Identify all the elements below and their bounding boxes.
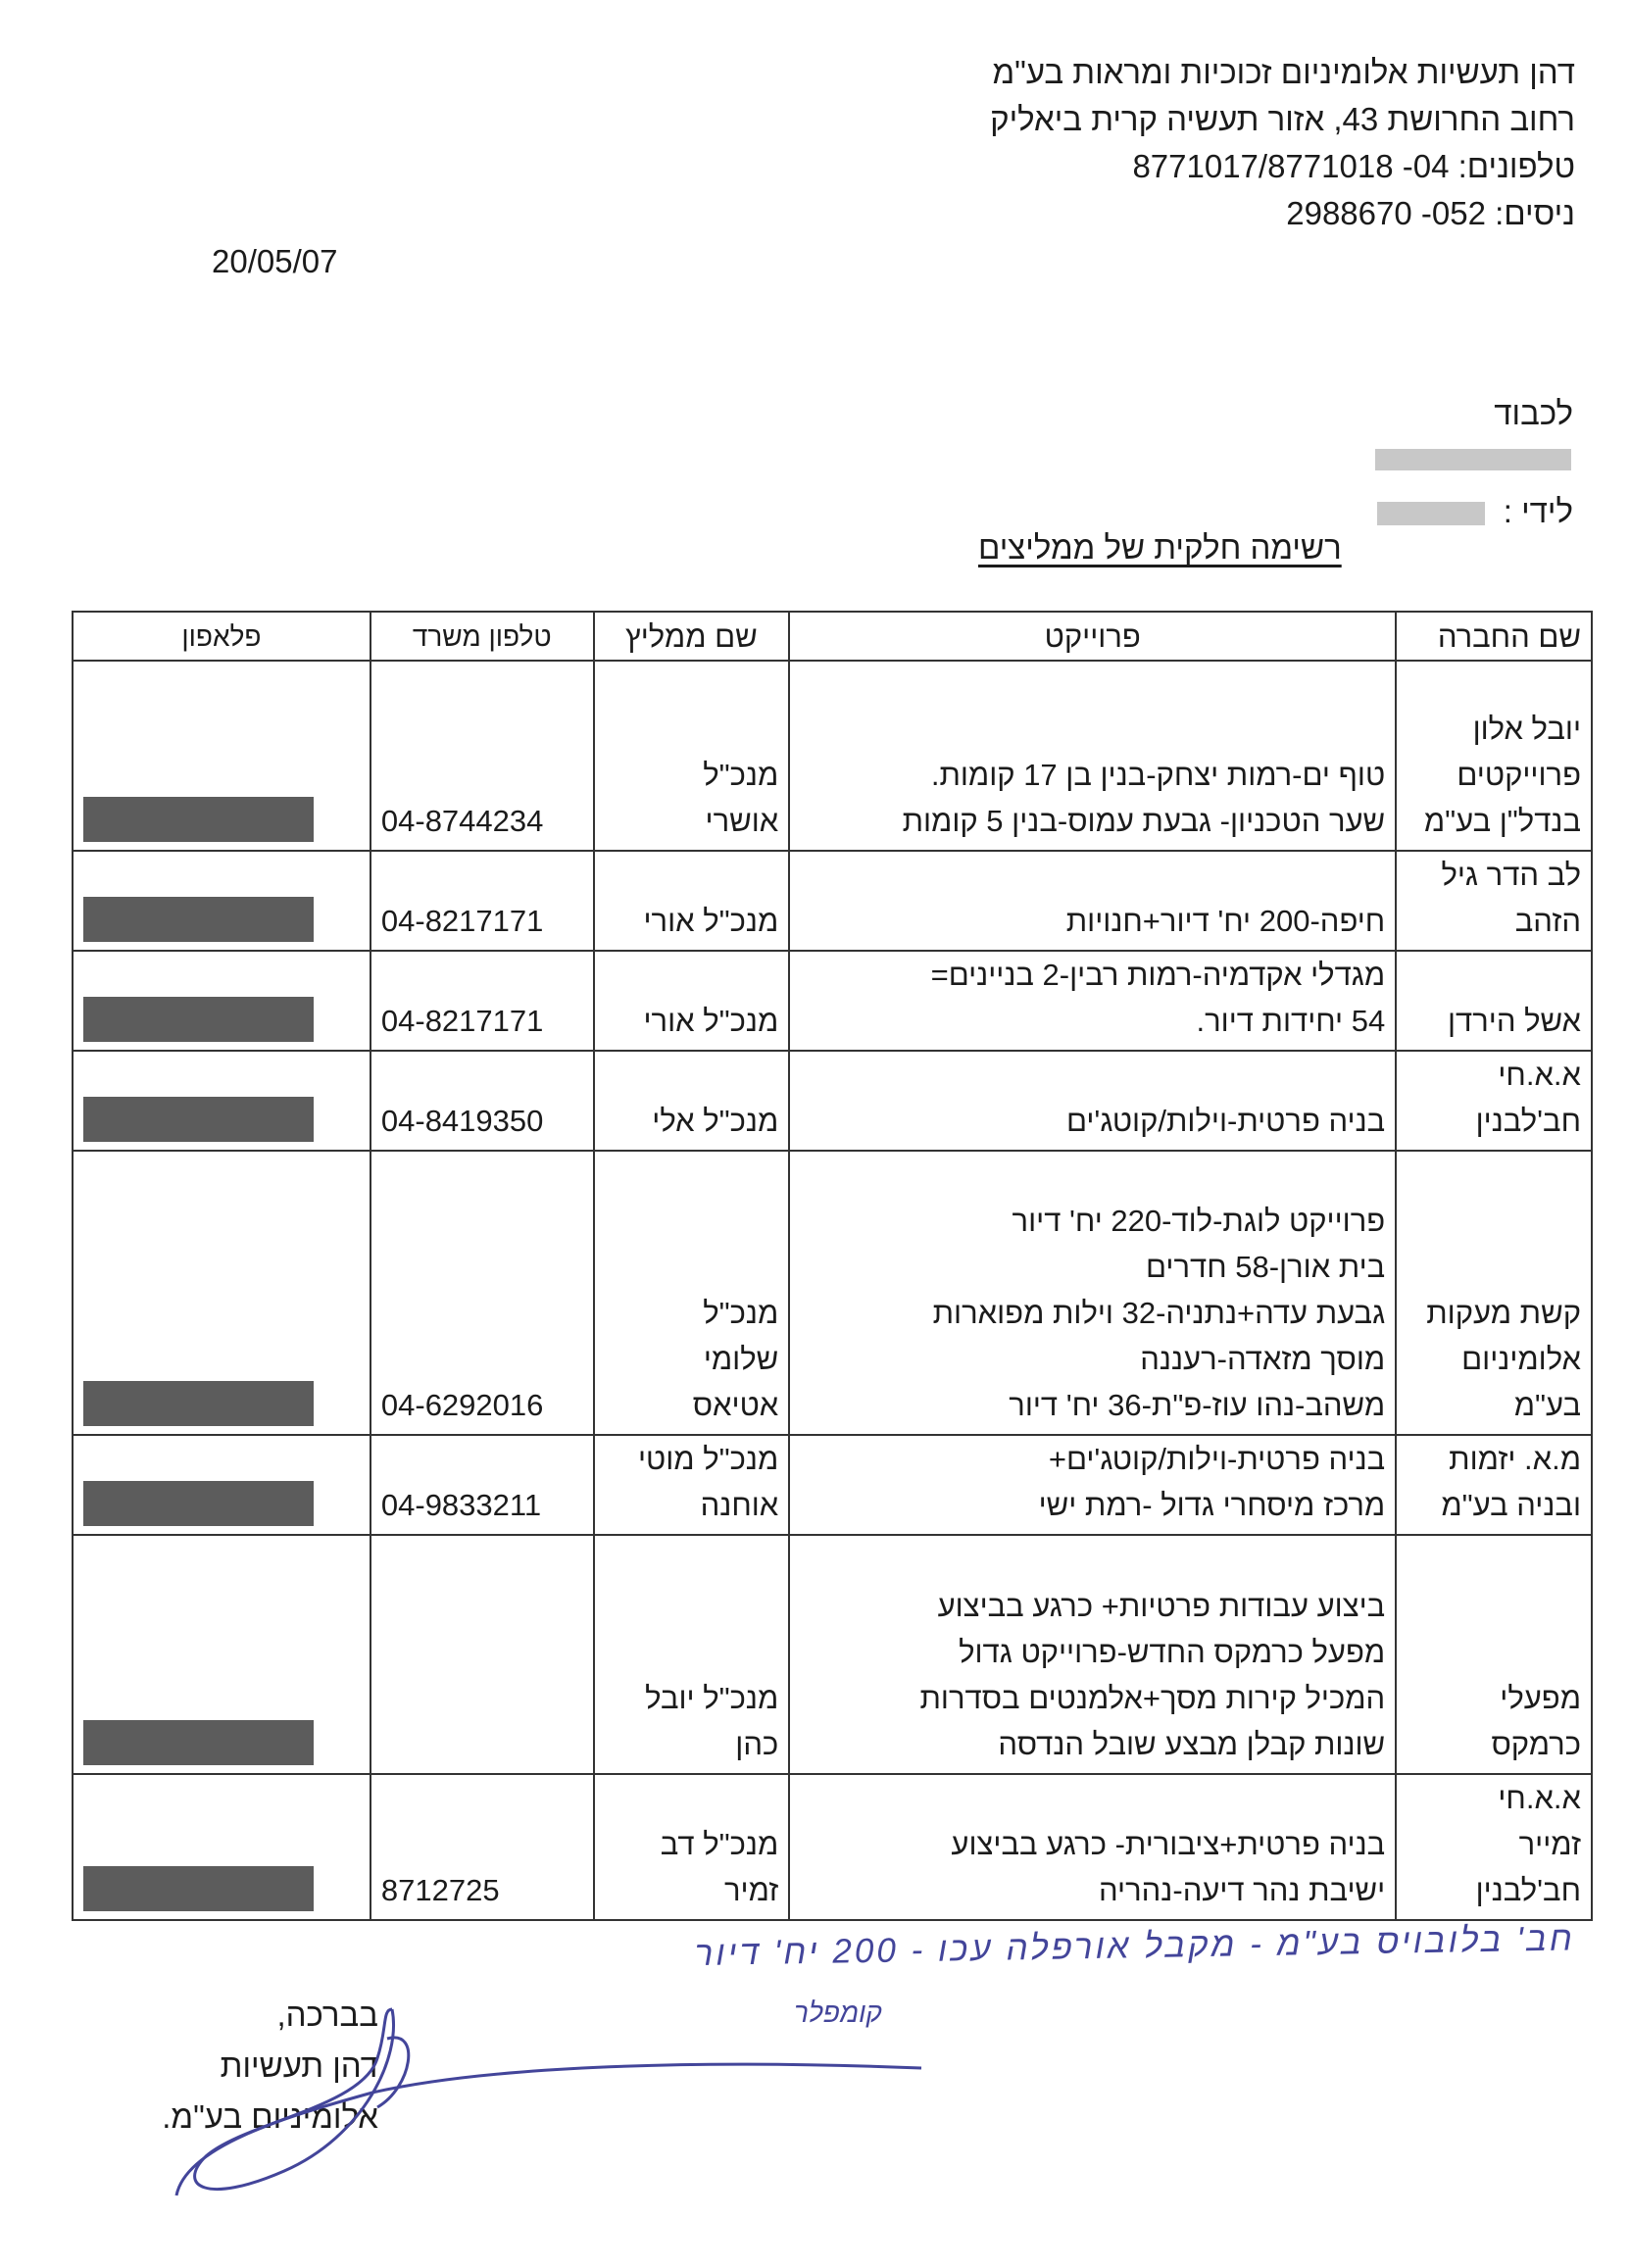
cell-company bbox=[1396, 851, 1592, 951]
table-row bbox=[73, 951, 1592, 1051]
cell-project bbox=[789, 1051, 1396, 1151]
cell-cellphone bbox=[73, 1774, 370, 1920]
cellphone-redaction bbox=[83, 1481, 314, 1526]
project-line: טוף ים-רמות יצחק-בנין בן 17 קומות. bbox=[930, 758, 1386, 792]
cell-cellphone bbox=[73, 1435, 370, 1535]
company-line: אשל הירדן bbox=[1447, 1004, 1581, 1038]
table-row bbox=[73, 1774, 1592, 1920]
project-line: משהב-נהו עוז-פ"ת-36 יח' דיור bbox=[1009, 1388, 1386, 1422]
project-line: גבעת עדה+נתניה-32 וילות מפוארות bbox=[932, 1296, 1386, 1330]
recommender-line: אטיאס bbox=[692, 1388, 779, 1422]
recommender-line: זמיר bbox=[723, 1873, 779, 1907]
project-line: מוסך מזאדה-רעננה bbox=[1140, 1342, 1386, 1376]
project-line: מגדלי אקדמיה-רמות רבין-2 בניינים= bbox=[930, 958, 1386, 992]
recipient-block bbox=[1181, 390, 1573, 537]
company-line: חב'לבנין bbox=[1475, 1873, 1581, 1907]
company-line: לב הדר גיל bbox=[1441, 858, 1581, 892]
recommender-line: מנכ"ל אורי bbox=[643, 1004, 779, 1038]
cell-recommender bbox=[594, 951, 790, 1051]
cell-cellphone bbox=[73, 661, 370, 851]
attn-redaction bbox=[1377, 502, 1485, 525]
cell-company bbox=[1396, 1151, 1592, 1435]
document-title: רשימה חלקית של ממליצים bbox=[978, 529, 1342, 566]
cell-office-phone: 04-8217171 bbox=[370, 951, 594, 1051]
header-company: שם החברה bbox=[1396, 612, 1592, 661]
table-header-row bbox=[73, 612, 1592, 661]
cell-cellphone bbox=[73, 851, 370, 951]
cell-office-phone: 8712725 bbox=[370, 1774, 594, 1920]
cell-cellphone bbox=[73, 1535, 370, 1774]
cell-office-phone: 04-9833211 bbox=[370, 1435, 594, 1535]
table-row bbox=[73, 1051, 1592, 1151]
cell-recommender bbox=[594, 1774, 790, 1920]
signer-line-2: אלומיניום בע"מ. bbox=[162, 2098, 378, 2135]
letterhead bbox=[693, 49, 1575, 237]
company-line: הזהב bbox=[1514, 904, 1581, 938]
company-line: אלומיניום bbox=[1461, 1342, 1581, 1376]
company-line: בנדל"ן בע"מ bbox=[1423, 804, 1581, 838]
recommender-line: מנכ"ל bbox=[703, 1296, 779, 1330]
cellphone-redaction bbox=[83, 997, 314, 1042]
project-line: ישיבת נהר דיעה-נהריה bbox=[1099, 1873, 1386, 1907]
company-line: חב'לבנין bbox=[1475, 1104, 1581, 1138]
table-row bbox=[73, 661, 1592, 851]
company-line: מ.א. יזמות bbox=[1449, 1442, 1581, 1476]
project-line: שער הטכניון- גבעת עמוס-בנין 5 קומות bbox=[902, 804, 1386, 838]
company-phones: טלפונים: 04- 8771017/8771018 bbox=[1132, 148, 1575, 184]
header-recommender: שם ממליץ bbox=[594, 612, 790, 661]
cell-project bbox=[789, 661, 1396, 851]
header-project: פרוייקט bbox=[789, 612, 1396, 661]
cell-cellphone bbox=[73, 1051, 370, 1151]
project-line: ביצוע עבודות פרטיות+ כרגע בביצוע bbox=[937, 1589, 1386, 1623]
cell-company bbox=[1396, 1535, 1592, 1774]
cellphone-redaction bbox=[83, 797, 314, 842]
project-line: פרוייקט לוגת-לוד-220 יח' דיור bbox=[1012, 1204, 1386, 1238]
cell-company bbox=[1396, 661, 1592, 851]
table-row bbox=[73, 1151, 1592, 1435]
cell-project bbox=[789, 1535, 1396, 1774]
cell-office-phone: 04-6292016 bbox=[370, 1151, 594, 1435]
cell-project bbox=[789, 851, 1396, 951]
company-line: א.א.חי bbox=[1498, 1781, 1581, 1815]
signer-line-1: דהן תעשיות bbox=[220, 2047, 378, 2084]
cell-recommender bbox=[594, 661, 790, 851]
company-line: ובניה בע"מ bbox=[1441, 1488, 1581, 1522]
recommender-line: מנכ"ל מוטי bbox=[637, 1442, 779, 1476]
cell-cellphone bbox=[73, 1151, 370, 1435]
cell-project bbox=[789, 1151, 1396, 1435]
cell-project bbox=[789, 951, 1396, 1051]
cell-office-phone: 04-8419350 bbox=[370, 1051, 594, 1151]
cell-project bbox=[789, 1435, 1396, 1535]
company-line: זמייר bbox=[1518, 1827, 1581, 1861]
cell-office-phone: 04-8217171 bbox=[370, 851, 594, 951]
table-body bbox=[73, 661, 1592, 1920]
cell-recommender bbox=[594, 1151, 790, 1435]
cell-cellphone bbox=[73, 951, 370, 1051]
company-line: קשת מעקות bbox=[1426, 1296, 1581, 1330]
cell-office-phone bbox=[370, 1535, 594, 1774]
recommender-line: אוחנה bbox=[700, 1488, 779, 1522]
recommender-line: מנכ"ל יובל bbox=[645, 1681, 779, 1715]
company-line: פרוייקטים bbox=[1457, 758, 1581, 792]
recipient-redaction bbox=[1375, 449, 1571, 470]
to-label: לכבוד bbox=[1494, 395, 1573, 431]
project-line: מרכז מיסחרי גדול -רמת ישי bbox=[1038, 1488, 1386, 1522]
recommender-line: מנכ"ל אלי bbox=[652, 1104, 779, 1138]
company-line: בע"מ bbox=[1513, 1388, 1581, 1422]
recommender-line: כהן bbox=[735, 1727, 779, 1761]
table-row bbox=[73, 1435, 1592, 1535]
letter-date: 20/05/07 bbox=[212, 243, 338, 279]
recommender-line: מנכ"ל bbox=[703, 758, 779, 792]
closing-greeting: בברכה, bbox=[276, 1997, 378, 2033]
company-line: א.א.חי bbox=[1498, 1058, 1581, 1092]
project-line: חיפה-200 יח' דיור+חנויות bbox=[1065, 904, 1386, 938]
company-line: כרמקס bbox=[1491, 1727, 1581, 1761]
cell-recommender bbox=[594, 851, 790, 951]
project-line: בית אורן-58 חדרים bbox=[1146, 1250, 1386, 1284]
project-line: שונות קבלן מבצע שובל הנדסה bbox=[998, 1727, 1386, 1761]
cell-recommender bbox=[594, 1051, 790, 1151]
references-table bbox=[72, 611, 1593, 1921]
handwritten-note-2: קומפלר bbox=[794, 1997, 882, 2028]
recommender-line: מנכ"ל דב bbox=[660, 1827, 779, 1861]
company-mobile: ניסים: 052- 2988670 bbox=[1286, 195, 1575, 231]
cellphone-redaction bbox=[83, 1866, 314, 1911]
project-line: בניה פרטית-וילות/קוטג'ים bbox=[1065, 1104, 1386, 1138]
project-line: בניה פרטית+ציבורית- כרגע בביצוע bbox=[951, 1827, 1386, 1861]
header-cellphone: פלאפון bbox=[73, 612, 370, 661]
company-address: רחוב החרושת 43, אזור תעשיה קרית ביאליק bbox=[990, 101, 1575, 137]
table-row bbox=[73, 851, 1592, 951]
cell-recommender bbox=[594, 1435, 790, 1535]
cell-office-phone: 04-8744234 bbox=[370, 661, 594, 851]
recommender-line: מנכ"ל אורי bbox=[643, 904, 779, 938]
cell-recommender bbox=[594, 1535, 790, 1774]
company-line: יובל אלון bbox=[1472, 712, 1581, 746]
table-row bbox=[73, 1535, 1592, 1774]
cell-company bbox=[1396, 1051, 1592, 1151]
attn-label: לידי : bbox=[1503, 493, 1573, 529]
cell-company bbox=[1396, 1435, 1592, 1535]
cell-company bbox=[1396, 951, 1592, 1051]
company-name: דהן תעשיות אלומיניום זכוכיות ומראות בע"מ bbox=[992, 54, 1575, 90]
cell-project bbox=[789, 1774, 1396, 1920]
handwritten-note: חב' בלובויס בע"מ - מקבל אורפלה עכו - 200 יח' דיור bbox=[694, 1919, 1576, 1974]
company-line: מפעלי bbox=[1500, 1681, 1581, 1715]
cellphone-redaction bbox=[83, 897, 314, 942]
recommender-line: שלומי bbox=[703, 1342, 779, 1376]
project-line: בניה פרטית-וילות/קוטג'ים+ bbox=[1048, 1442, 1386, 1476]
recommender-line: אושרי bbox=[705, 804, 779, 838]
handwritten-signature bbox=[167, 1999, 931, 2225]
cellphone-redaction bbox=[83, 1381, 314, 1426]
cellphone-redaction bbox=[83, 1720, 314, 1765]
header-office-phone: טלפון משרד bbox=[370, 612, 594, 661]
project-line: המכיל קירות מסך+אלמנטים בסדרות bbox=[919, 1681, 1386, 1715]
cell-company bbox=[1396, 1774, 1592, 1920]
project-line: 54 יחידות דיור. bbox=[1196, 1004, 1386, 1038]
project-line: מפעל כרמקס החדש-פרוייקט גדול bbox=[959, 1635, 1386, 1669]
cellphone-redaction bbox=[83, 1097, 314, 1142]
